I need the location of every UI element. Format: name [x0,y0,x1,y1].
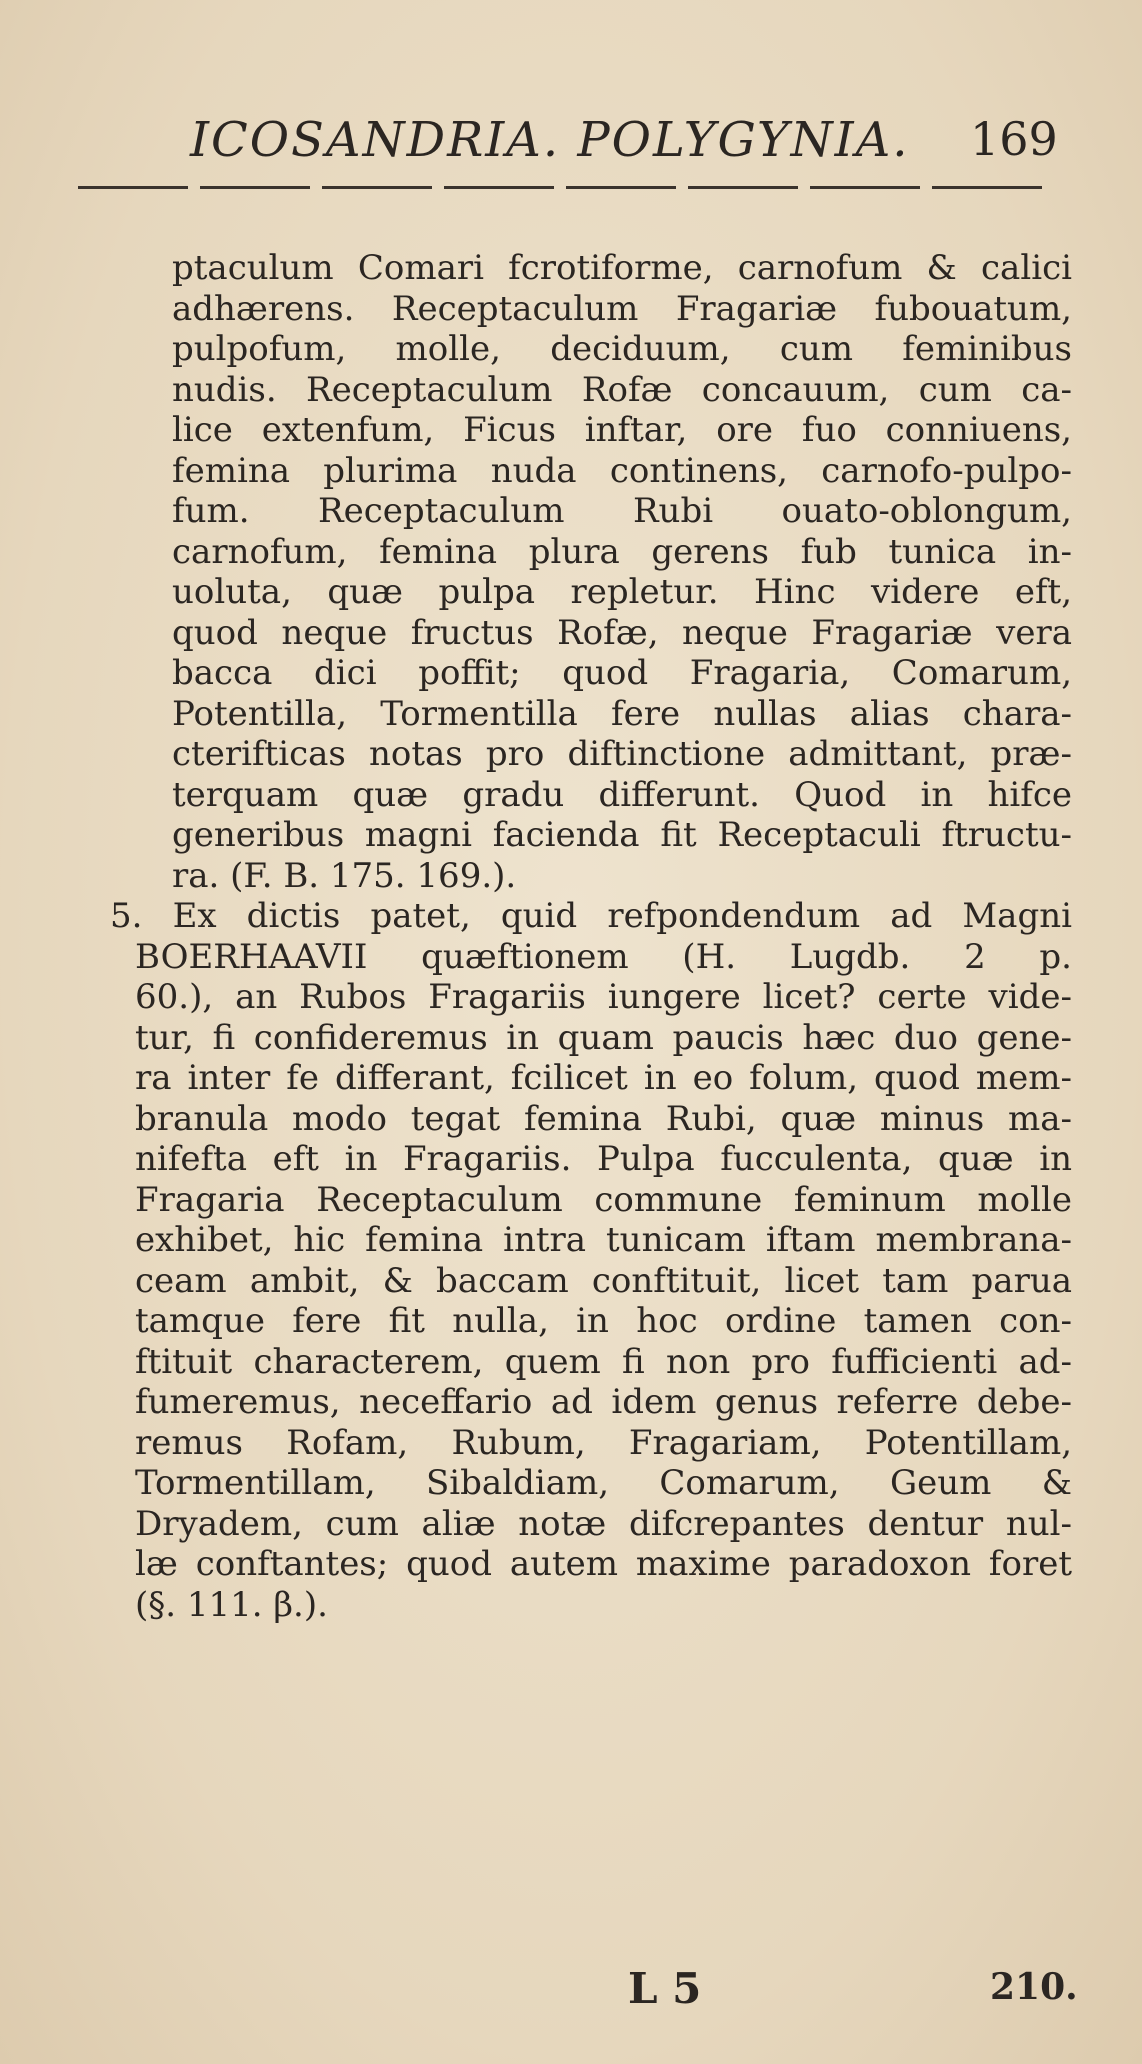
text-line: 5. Ex dictis patet, quid refpondendum ad Magni [110,896,1072,936]
text-line: nudis. Receptaculum Rofæ concauum, cum ca- [172,369,1072,410]
catchword: 210. [990,1966,1078,2008]
text-line: BOERHAAVII quæftionem (H. Lugdb. 2 p. [135,936,1072,977]
signature-mark: L 5 [628,1964,702,2013]
running-head: ICOSANDRIA. POLYGYNIA. [190,112,910,168]
text-line: 60.), an Rubos Fragariis iungere licet? certe vide- [135,977,1072,1017]
text-line: lice extenfum, Ficus inftar, ore fuo conniuens, [172,410,1072,450]
text-line: ftituit characterem, quem fi non pro fufficienti ad- [135,1341,1072,1382]
text-line: generibus magni facienda fit Receptaculi ftructu- [172,815,1072,855]
text-line: Dryadem, cum aliæ notæ difcrepantes dentur nul- [135,1503,1072,1544]
text-line: fumeremus, neceffario ad idem genus referre debe- [135,1382,1072,1422]
text-line: femina plurima nuda continens, carnofo-pulpo- [172,450,1072,491]
text-line: ra inter fe differant, fcilicet in eo folum, quod mem- [135,1058,1072,1098]
text-line: ptaculum Comari fcrotiforme, carnofum & calici [172,248,1072,288]
text-line: bacca dici poffit; quod Fragaria, Comarum, [172,653,1072,693]
text-line: (§. 111. β.). [135,1584,328,1625]
header-rule [78,186,1050,189]
text-line: uoluta, quæ pulpa repletur. Hinc videre eft, [172,572,1072,612]
text-line: exhibet, hic femina intra tunicam iftam membrana- [135,1220,1072,1260]
text-line: branula modo tegat femina Rubi, quæ minus ma- [135,1098,1072,1139]
text-line: ra. (F. B. 175. 169.). [172,855,517,896]
text-line: quod neque fructus Rofæ, neque Fragariæ vera [172,612,1072,653]
text-line: ceam ambit, & baccam conftituit, licet tam parua [135,1260,1072,1301]
text-line: tur, fi confideremus in quam paucis hæc duo gene- [135,1017,1072,1058]
text-line: Fragaria Receptaculum commune feminum molle [135,1179,1072,1220]
page-number: 169 [970,112,1058,166]
text-line: terquam quæ gradu differunt. Quod in hifce [172,774,1072,815]
text-line: tamque fere fit nulla, in hoc ordine tamen con- [135,1301,1072,1341]
text-line: remus Rofam, Rubum, Fragariam, Potentillam, [135,1422,1072,1463]
text-line: Potentilla, Tormentilla fere nullas alias chara- [172,693,1072,734]
text-line: cterifticas notas pro diftinctione admittant, præ- [172,734,1072,774]
text-line: carnofum, femina plura gerens fub tunica in- [172,531,1072,572]
text-line: læ conftantes; quod autem maxime paradoxon foret [135,1544,1072,1584]
text-line: fum. Receptaculum Rubi ouato-oblongum, [172,491,1072,531]
text-line: adhærens. Receptaculum Fragariæ fubouatum, [172,288,1072,329]
text-line: Tormentillam, Sibaldiam, Comarum, Geum & [135,1463,1072,1503]
text-line: pulpofum, molle, deciduum, cum feminibus [172,329,1072,369]
text-line: nifefta eft in Fragariis. Pulpa fucculenta, quæ in [135,1139,1072,1179]
